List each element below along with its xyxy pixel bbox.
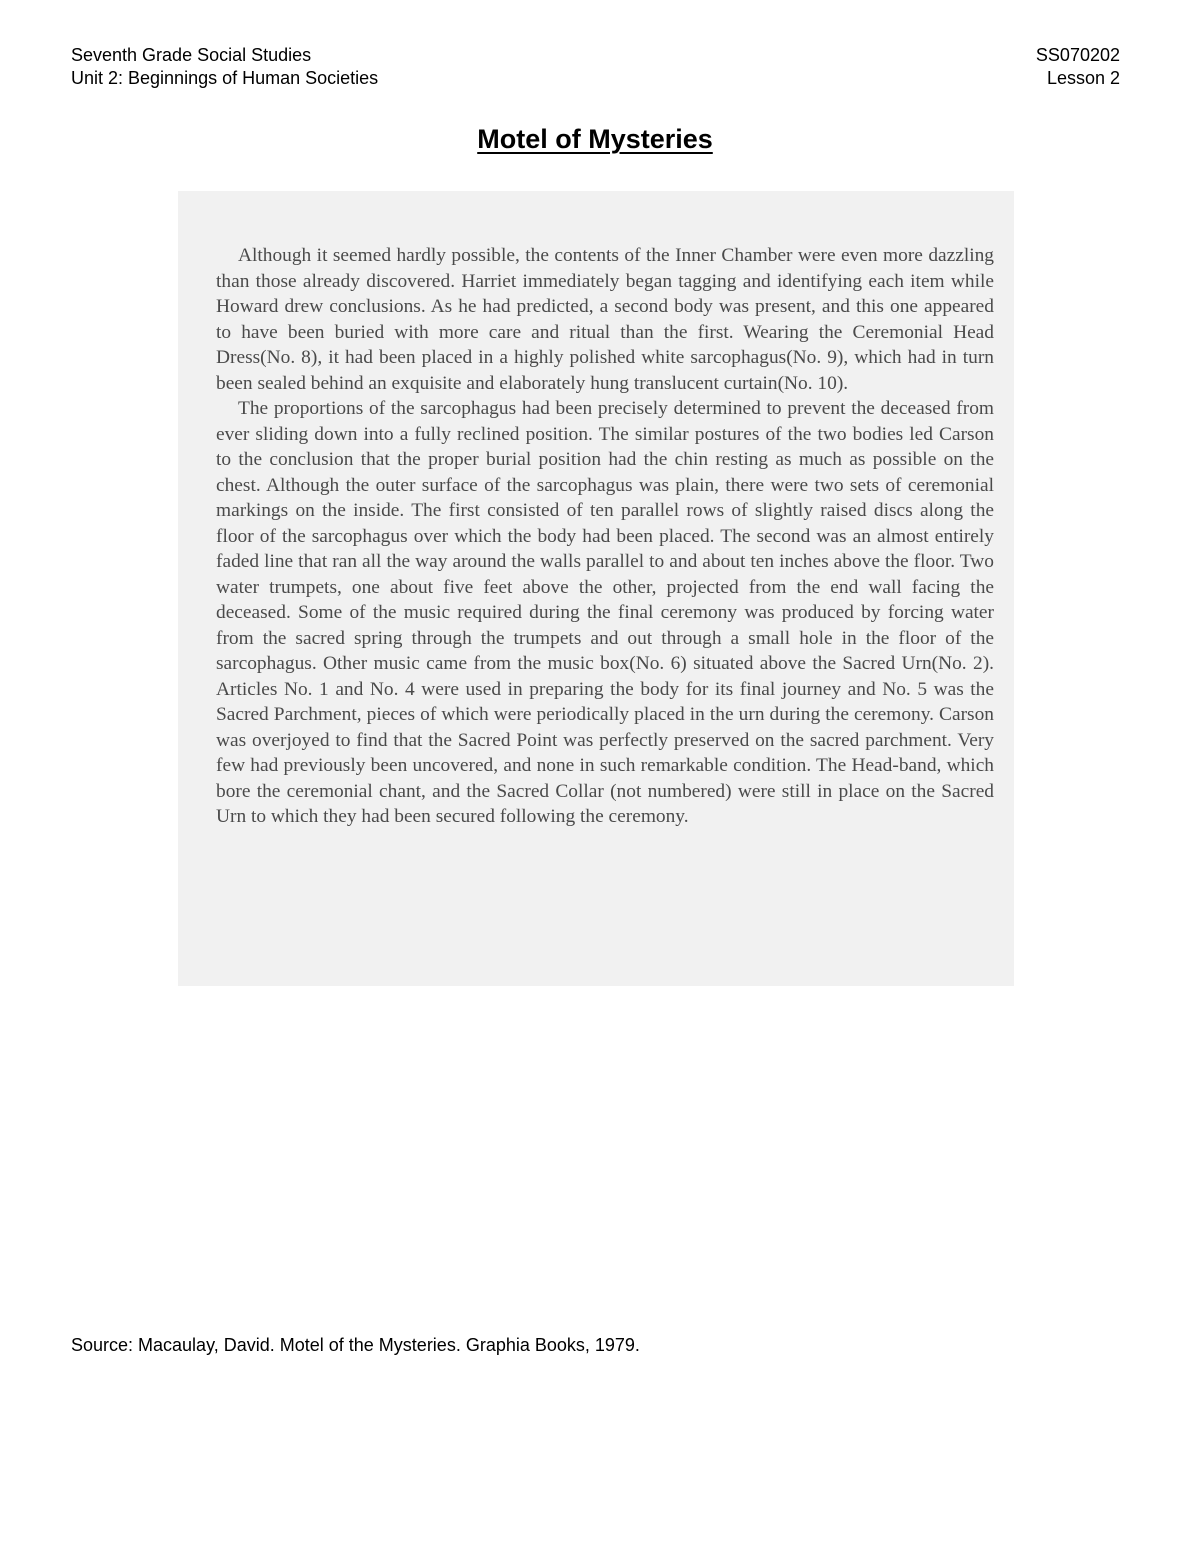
header-left (71, 44, 378, 90)
excerpt-paragraph-1: Although it seemed hardly possible, the contents of the Inner Chamber were even more dazzling than those already discovered. Harriet immediately began tagging and identifying each item while Howard drew conclusions. As he had predicted, a second body was present, and this one appeared to have been buried with more care and ritual than the first. Wearing the Ceremonial Head Dress(No. 8), it had been placed in a highly polished white sarcophagus(No. 9), which had in turn been sealed behind an exquisite and elaborately hung translucent curtain(No. 10). (216, 245, 994, 394)
page-title: Motel of Mysteries (477, 124, 713, 154)
header-right (1036, 44, 1120, 90)
document-code: SS070202 (1035, 45, 1120, 65)
unit-name: Unit 2: Beginnings of Human Societies (71, 68, 379, 88)
excerpt-text (216, 243, 994, 830)
source-citation: Source: Macaulay, David. Motel of the Mysteries. Graphia Books, 1979. (71, 1335, 640, 1355)
course-name: Seventh Grade Social Studies (71, 45, 312, 65)
excerpt-paragraph-2: The proportions of the sarcophagus had been precisely determined to prevent the deceased from ever sliding down into a fully reclined position. The similar postures of the two bodies led Carson to the conclusion that the proper burial position had the chin resting as much as possible on the chest. Although the outer surface of the sarcophagus was plain, there were two sets of ceremonial markings on the inside. The first consisted of ten parallel rows of slightly raised discs along the floor of the sarcophagus over which the body had been placed. The second was an almost entirely faded line that ran all the way around the walls parallel to and about ten inches above the floor. Two water trumpets, one about five feet above the other, projected from the end wall facing the deceased. Some of the music required during the final ceremony was produced by forcing water from the sacred spring through the trumpets and out through a small hole in the floor of the sarcophagus. Other music came from the music box(No. 6) situated above the Sacred Urn(No. 2). Articles No. 1 and No. 4 were used in preparing the body for its final journey and No. 5 was the Sacred Parchment, pieces of which were periodically placed in the urn during the ceremony. Carson was overjoyed to find that the Sacred Point was perfectly preserved on the sacred parchment. Very few had previously been uncovered, and none in such remarkable condition. The Head-band, which bore the ceremonial chant, and the Sacred Collar (not numbered) were still in place on the Sacred Urn to which they had been secured following the ceremony. (216, 398, 994, 827)
lesson-number: Lesson 2 (1046, 68, 1120, 88)
scanned-excerpt (178, 191, 1014, 986)
